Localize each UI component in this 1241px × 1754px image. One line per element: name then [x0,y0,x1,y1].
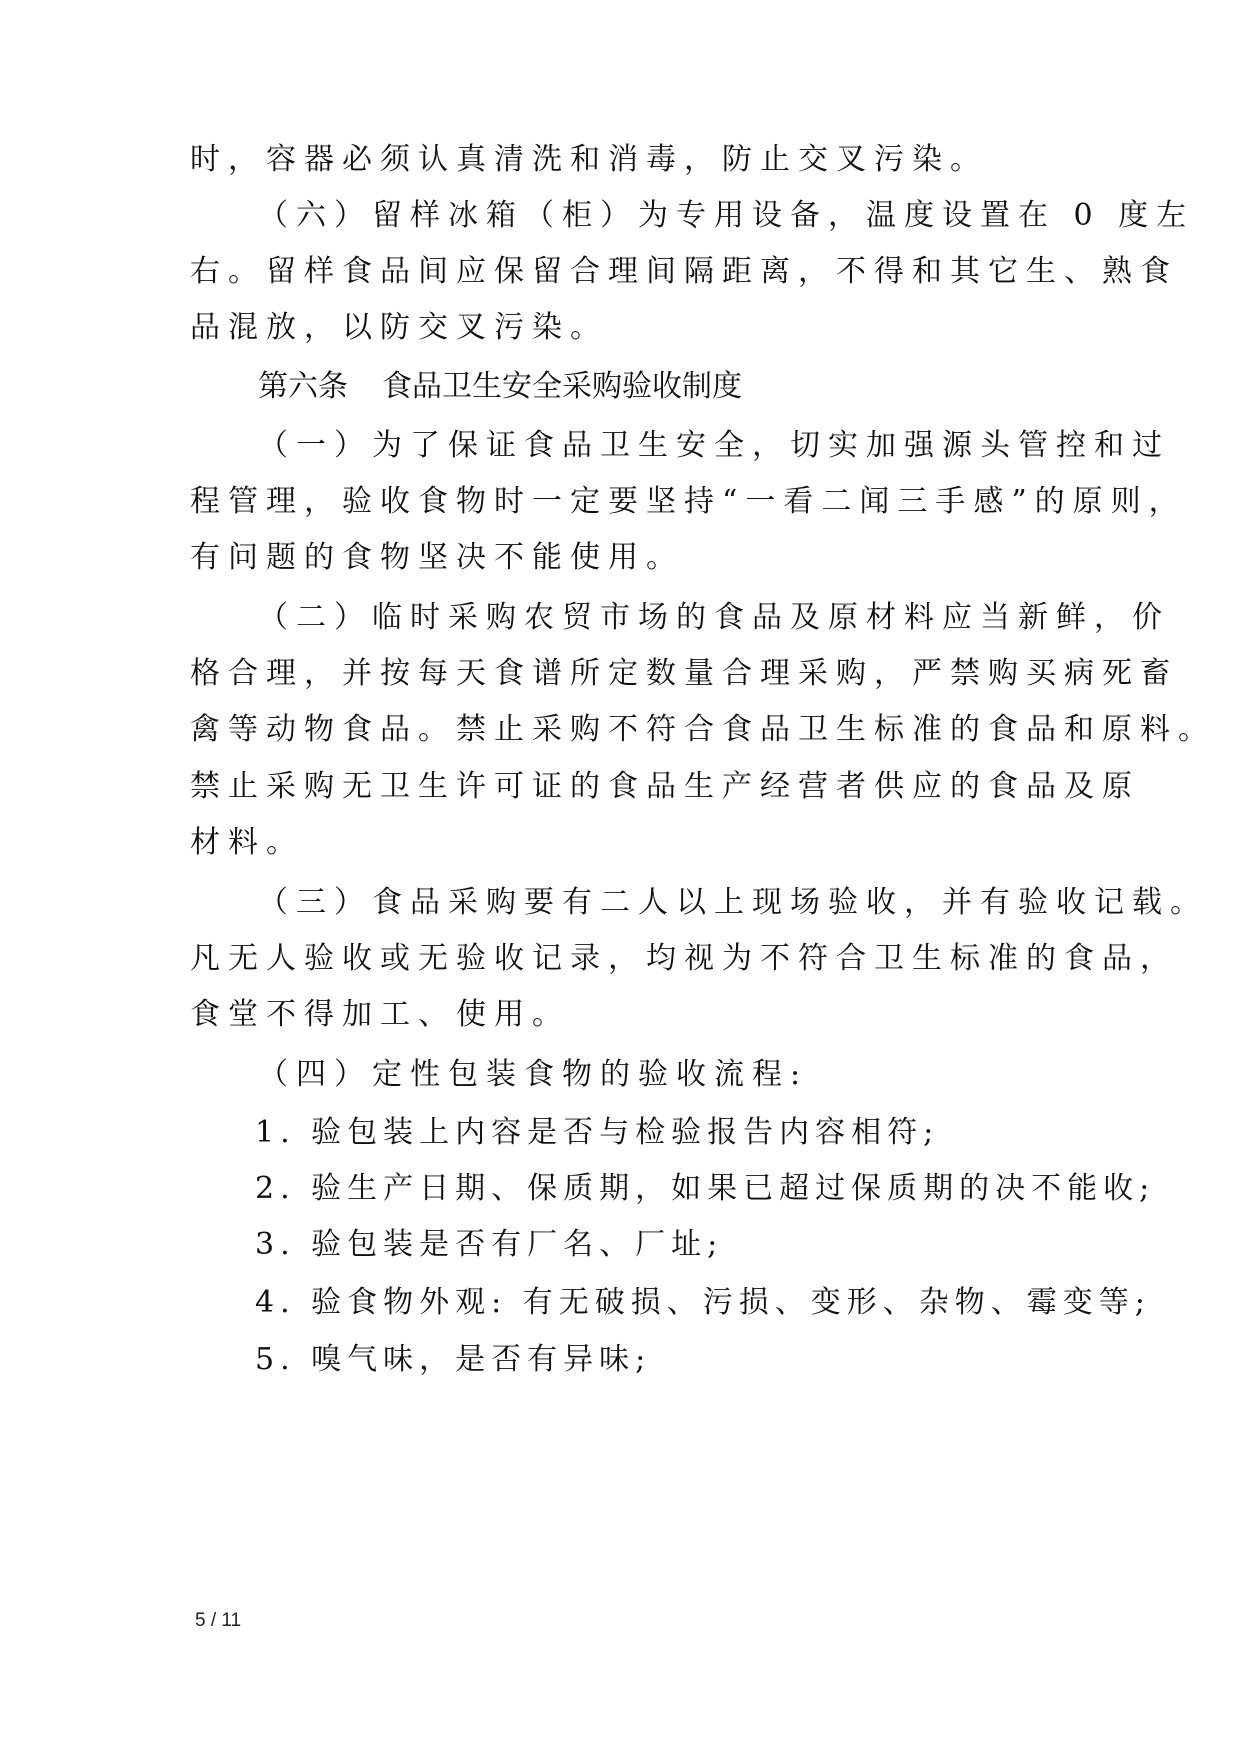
paragraph-line: 禁止采购无卫生许可证的食品生产经营者供应的食品及原 [190,769,1140,804]
paragraph-line: 食堂不得加工、使用。 [190,997,570,1032]
list-item: 3. 验包装是否有厂名、厂址; [255,1227,724,1262]
paragraph-line: （二）临时采购农贸市场的食品及原材料应当新鲜，价 [258,600,1170,635]
list-item: 4. 验食物外观: 有无破损、污损、变形、杂物、霉变等; [255,1285,1151,1320]
article-number: 第六条 [258,369,348,404]
paragraph-line: 时，容器必须认真清洗和消毒，防止交叉污染。 [190,142,988,177]
paragraph-line: （四）定性包装食物的验收流程: [258,1057,809,1092]
paragraph-line: 禽等动物食品。禁止采购不符合食品卫生标准的食品和原料。 [190,712,1216,747]
paragraph-line: （六）留样冰箱（柜）为专用设备，温度设置在 0 度左 [258,198,1195,233]
article-title: 食品卫生安全采购验收制度 [382,369,742,404]
paragraph-line: （一）为了保证食品卫生安全，切实加强源头管控和过 [258,428,1170,463]
list-item: 2. 验生产日期、保质期，如果已超过保质期的决不能收; [255,1171,1156,1206]
list-item: 1. 验包装上内容是否与检验报告内容相符; [255,1115,940,1150]
list-item: 5. 嗅气味，是否有异味; [255,1342,652,1377]
paragraph-line: 品混放，以防交叉污染。 [190,310,608,345]
section-heading [258,367,1138,407]
paragraph-line: 材料。 [190,825,304,860]
paragraph-line: 格合理，并按每天食谱所定数量合理采购，严禁购买病死畜 [190,656,1178,691]
paragraph-line: 程管理，验收食物时一定要坚持“一看二闻三手感”的原则， [190,484,1187,519]
paragraph-line: （三）食品采购要有二人以上现场验收，并有验收记载。 [258,885,1208,920]
paragraph-line: 有问题的食物坚决不能使用。 [190,540,684,575]
page-number: 5 / 11 [195,1610,242,1631]
paragraph-line: 右。留样食品间应保留合理间隔距离，不得和其它生、熟食 [190,254,1178,289]
paragraph-line: 凡无人验收或无验收记录，均视为不符合卫生标准的食品， [190,941,1178,976]
